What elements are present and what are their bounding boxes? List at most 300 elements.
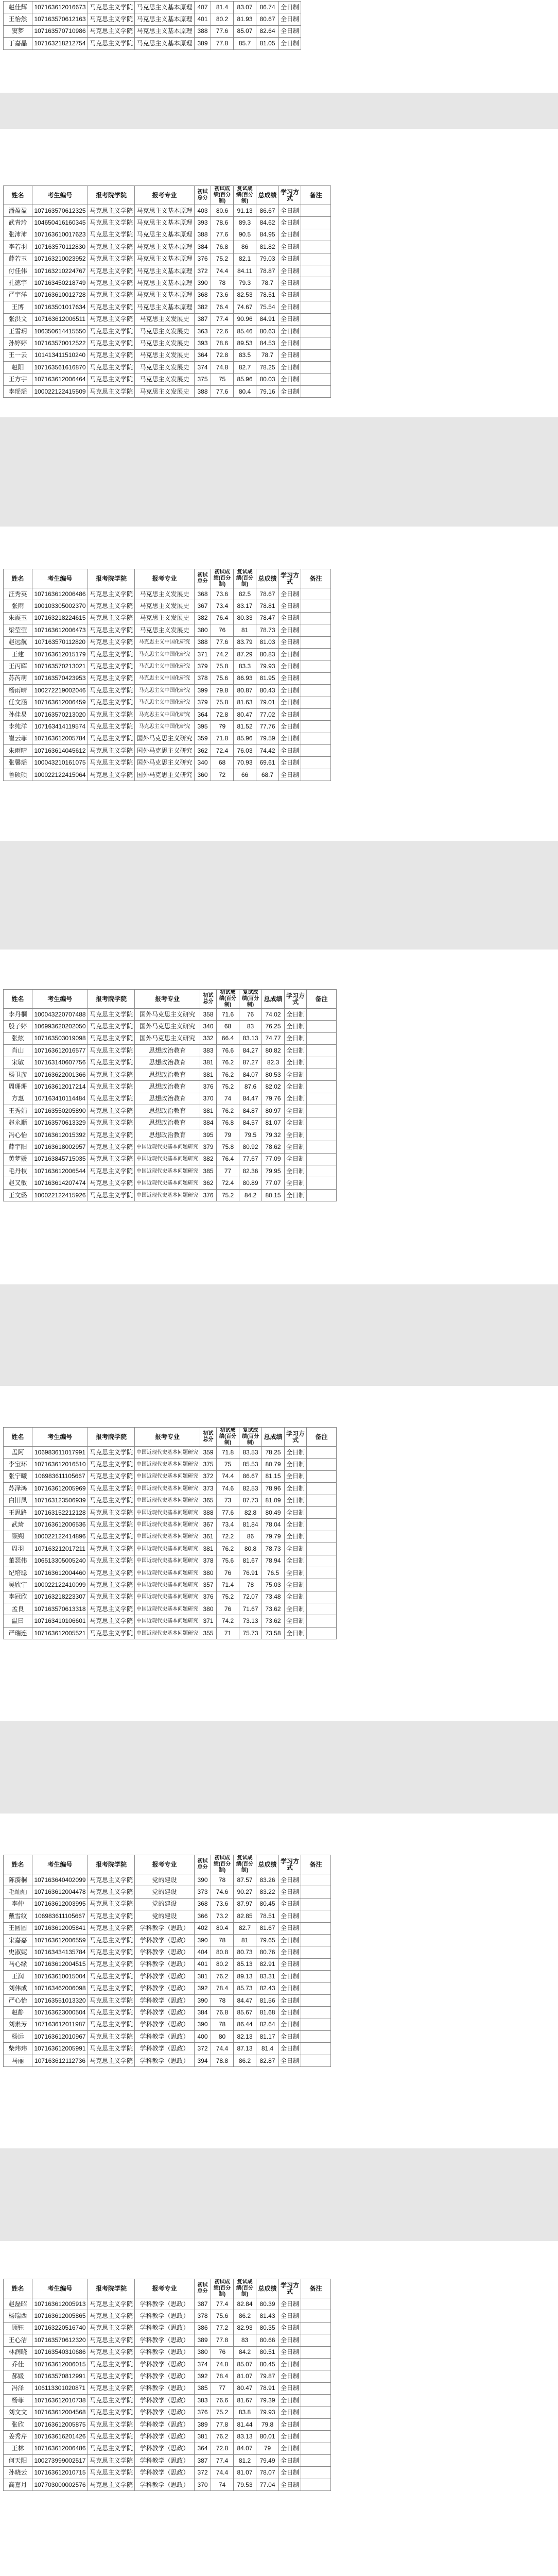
table-cell: 方惠 xyxy=(4,1093,32,1105)
table-cell: 马克思主义学院 xyxy=(88,660,135,672)
table-cell: 107163612005913 xyxy=(32,2298,88,2310)
table-cell: 王文璐 xyxy=(4,1189,32,1201)
table-cell: 马克思主义学院 xyxy=(88,721,135,733)
table-cell: 107163612015392 xyxy=(32,1129,88,1141)
table-cell: 马克思主义学院 xyxy=(88,2310,135,2322)
table-cell: 全日制 xyxy=(279,757,301,769)
table-cell: 81.43 xyxy=(256,2310,279,2322)
column-header: 考生编号 xyxy=(32,186,88,205)
table-cell: 395 xyxy=(195,721,211,733)
table-cell: 390 xyxy=(195,277,211,289)
table-cell xyxy=(301,2431,331,2443)
table-cell: 383 xyxy=(195,2395,211,2406)
table-cell: 76.2 xyxy=(211,2431,234,2443)
table-cell xyxy=(307,1495,337,1506)
table-cell: 84.53 xyxy=(256,337,279,349)
table-cell: 马克思主义发展史 xyxy=(135,624,195,636)
table-row xyxy=(4,2406,331,2418)
table-cell: 79.93 xyxy=(256,660,279,672)
table-cell: 384 xyxy=(200,1117,217,1129)
table-cell: 全日制 xyxy=(285,1447,307,1459)
table-cell: 82.85 xyxy=(234,1910,256,1922)
score-table xyxy=(3,1,301,50)
table-cell: 78.73 xyxy=(256,624,279,636)
column-header: 总成绩 xyxy=(262,1428,285,1447)
table-cell: 83.3 xyxy=(234,660,256,672)
table-cell: 107163218224615 xyxy=(32,612,88,624)
table-cell: 76.8 xyxy=(211,241,234,253)
table-cell: 全日制 xyxy=(285,1603,307,1615)
table-row xyxy=(4,217,331,229)
table-cell: 107163612016577 xyxy=(32,1045,88,1057)
table-cell: 84.47 xyxy=(234,1994,256,2006)
table-cell: 364 xyxy=(195,2443,211,2454)
table-cell: 107163570112820 xyxy=(32,636,88,648)
table-cell xyxy=(301,301,331,313)
table-cell: 全日制 xyxy=(279,2418,301,2430)
table-cell: 75.2 xyxy=(217,1591,239,1603)
table-cell: 全日制 xyxy=(279,2358,301,2370)
table-cell: 学科教学（思政） xyxy=(135,2358,195,2370)
table-cell: 107163612010738 xyxy=(32,2395,88,2406)
table-cell: 党的建设 xyxy=(135,1898,195,1910)
table-cell: 马克思主义学院 xyxy=(88,1603,135,1615)
table-cell: 马克思主义学院 xyxy=(88,374,135,385)
table-cell: 全日制 xyxy=(279,721,301,733)
table-cell: 马克思主义学院 xyxy=(88,1591,135,1603)
table-cell: 马克思主义学院 xyxy=(88,1579,135,1591)
table-cell: 李宝环 xyxy=(4,1459,32,1470)
table-cell: 全日制 xyxy=(279,25,301,37)
table-cell: 郝媛 xyxy=(4,2370,32,2382)
table-cell: 马克思主义学院 xyxy=(88,588,135,600)
table-cell: 403 xyxy=(195,205,211,217)
table-cell: 74.4 xyxy=(211,2467,234,2479)
column-header: 考生编号 xyxy=(32,569,88,588)
table-cell: 368 xyxy=(195,1898,211,1910)
table-cell: 中国近现代史基本问题研究 xyxy=(135,1591,200,1603)
table-cell xyxy=(307,1093,337,1105)
table-cell: 84.87 xyxy=(239,1105,262,1117)
column-header: 初试总分 xyxy=(195,186,211,205)
column-header: 初试总分 xyxy=(195,1855,211,1874)
column-header: 学习方式 xyxy=(279,1855,301,1874)
table-cell: 全日制 xyxy=(285,1555,307,1567)
table-row xyxy=(4,660,331,672)
table-cell: 全日制 xyxy=(285,1470,307,1482)
table-row xyxy=(4,2346,331,2358)
table-cell xyxy=(301,205,331,217)
table-cell: 82.7 xyxy=(234,362,256,374)
table-cell: 401 xyxy=(195,13,211,25)
table-cell: 73.48 xyxy=(262,1591,285,1603)
table-cell: 77 xyxy=(211,2382,234,2394)
table-cell: 76.2 xyxy=(217,1069,239,1080)
table-row xyxy=(4,1910,331,1922)
table-cell: 388 xyxy=(195,636,211,648)
table-cell xyxy=(307,1105,337,1117)
table-cell: 马克思主义学院 xyxy=(88,636,135,648)
table-cell: 80.45 xyxy=(256,1898,279,1910)
table-cell: 372 xyxy=(195,265,211,277)
table-cell: 77.8 xyxy=(211,2334,234,2346)
table-cell: 思想政治教育 xyxy=(135,1081,200,1093)
table-cell: 75.54 xyxy=(256,301,279,313)
column-header: 姓名 xyxy=(4,1428,32,1447)
table-cell: 中国近现代史基本问题研究 xyxy=(135,1531,200,1543)
table-row xyxy=(4,2031,331,2043)
table-cell: 78.51 xyxy=(256,1910,279,1922)
table-row xyxy=(4,1483,337,1495)
table-cell: 362 xyxy=(200,1177,217,1189)
table-cell: 78 xyxy=(211,1994,234,2006)
table-cell: 81.15 xyxy=(262,1470,285,1482)
table-cell: 全日制 xyxy=(279,1910,301,1922)
table-cell: 80.35 xyxy=(256,2322,279,2334)
table-cell: 79 xyxy=(256,2443,279,2454)
column-header: 姓名 xyxy=(4,2279,32,2298)
table-cell: 378 xyxy=(200,1555,217,1567)
table-cell: 79.3 xyxy=(234,277,256,289)
table-cell: 学科教学（思政） xyxy=(135,2055,195,2066)
table-cell xyxy=(301,612,331,624)
table-row xyxy=(4,2395,331,2406)
table-cell: 107163570112830 xyxy=(32,241,88,253)
table-cell: 全日制 xyxy=(279,217,301,229)
column-header: 初试成绩(百分制) xyxy=(211,186,234,205)
column-header: 初试成绩(百分制) xyxy=(217,990,239,1009)
table-cell: 400 xyxy=(195,2031,211,2043)
table-cell: 80.4 xyxy=(211,1922,234,1934)
table-row xyxy=(4,1567,337,1579)
table-cell: 马克思主义学院 xyxy=(88,1069,135,1080)
table-cell: 107163218212754 xyxy=(32,38,88,49)
table-cell: 全日制 xyxy=(279,769,301,781)
table-cell: 107163618002957 xyxy=(32,1141,88,1153)
table-cell: 73.2 xyxy=(211,1910,234,1922)
table-cell: 107163612005865 xyxy=(32,2310,88,2322)
table-cell: 全日制 xyxy=(279,265,301,277)
table-cell: 100043220707488 xyxy=(32,1009,88,1021)
table-cell: 380 xyxy=(195,624,211,636)
table-cell: 80.63 xyxy=(256,325,279,337)
table-cell: 马克思主义学院 xyxy=(88,1982,135,1994)
table-cell: 马克思主义学院 xyxy=(88,1153,135,1165)
table-cell: 吴欣宁 xyxy=(4,1579,32,1591)
table-cell: 81.67 xyxy=(256,1922,279,1934)
table-cell: 83.13 xyxy=(234,2431,256,2443)
table-cell: 马克思主义学院 xyxy=(88,2358,135,2370)
table-row xyxy=(4,2443,331,2454)
table-cell: 72.2 xyxy=(217,1531,239,1543)
table-cell: 全日制 xyxy=(285,1057,307,1069)
table-cell: 马克思主义学院 xyxy=(88,253,135,265)
table-cell: 82.8 xyxy=(239,1506,262,1518)
table-cell: 81.82 xyxy=(256,241,279,253)
table-cell: 90.96 xyxy=(234,313,256,325)
column-header: 报考院学院 xyxy=(88,186,135,205)
table-cell: 马克思主义基本原理 xyxy=(135,217,195,229)
table-cell: 107163551013320 xyxy=(32,1994,88,2006)
table-cell: 74.8 xyxy=(211,2358,234,2370)
table-cell: 85.96 xyxy=(234,374,256,385)
table-cell: 86.93 xyxy=(234,672,256,684)
table-cell xyxy=(301,289,331,301)
table-row xyxy=(4,2479,331,2490)
table-cell: 孙晓云 xyxy=(4,2467,32,2479)
table-cell: 384 xyxy=(195,2007,211,2019)
column-header: 复试成绩(百分制) xyxy=(234,1855,256,1874)
table-cell: 全日制 xyxy=(285,1495,307,1506)
table-cell: 100273999002517 xyxy=(32,2455,88,2467)
table-cell: 77.76 xyxy=(256,721,279,733)
column-header: 初试总分 xyxy=(200,990,217,1009)
table-cell: 79.01 xyxy=(256,697,279,708)
table-cell: 381 xyxy=(200,1057,217,1069)
table-cell xyxy=(307,1069,337,1080)
table-cell xyxy=(307,1189,337,1201)
table-cell: 72 xyxy=(211,769,234,781)
table-cell: 76.4 xyxy=(211,301,234,313)
table-row xyxy=(4,1153,337,1165)
table-cell xyxy=(301,588,331,600)
table-cell: 王博 xyxy=(4,301,32,313)
table-cell xyxy=(301,624,331,636)
table-row xyxy=(4,2,301,13)
table-cell xyxy=(301,757,331,769)
table-cell: 全日制 xyxy=(279,2007,301,2019)
table-cell: 107163218223307 xyxy=(32,1591,88,1603)
table-cell xyxy=(301,708,331,720)
table-cell: 王方宇 xyxy=(4,374,32,385)
table-cell: 78 xyxy=(239,1579,262,1591)
table-cell: 389 xyxy=(195,2334,211,2346)
table-cell: 368 xyxy=(195,588,211,600)
table-cell: 107163622001366 xyxy=(32,1069,88,1080)
table-cell xyxy=(301,1934,331,1946)
table-cell: 74.2 xyxy=(217,1615,239,1627)
table-cell: 79.65 xyxy=(256,1934,279,1946)
table-cell: 84.47 xyxy=(239,1093,262,1105)
table-row xyxy=(4,2055,331,2066)
table-cell: 75.2 xyxy=(211,253,234,265)
table-cell: 全日制 xyxy=(279,1946,301,1958)
table-cell: 80.2 xyxy=(211,1958,234,1970)
table-cell: 83.8 xyxy=(234,2406,256,2418)
table-cell: 梁莹莹 xyxy=(4,624,32,636)
table-cell: 107163612006015 xyxy=(32,2358,88,2370)
table-cell xyxy=(307,1591,337,1603)
table-cell: 89.13 xyxy=(234,1971,256,1982)
table-row xyxy=(4,2007,331,2019)
table-cell: 王圆圆 xyxy=(4,1922,32,1934)
table-cell: 87.29 xyxy=(234,648,256,660)
table-cell: 78.7 xyxy=(256,277,279,289)
table-cell: 全日制 xyxy=(279,2,301,13)
table-cell: 马克思主义学院 xyxy=(88,337,135,349)
table-cell: 白旧凤 xyxy=(4,1495,32,1506)
table-cell: 全日制 xyxy=(285,1579,307,1591)
table-cell: 陈漪桐 xyxy=(4,1874,32,1886)
table-cell: 76.8 xyxy=(211,2007,234,2019)
table-cell: 106350614415550 xyxy=(32,325,88,337)
table-cell: 390 xyxy=(195,2019,211,2030)
column-header: 学习方式 xyxy=(285,990,307,1009)
table-cell: 马克思主义学院 xyxy=(88,1093,135,1105)
table-cell: 全日制 xyxy=(285,1009,307,1021)
table-row xyxy=(4,1069,337,1080)
table-cell: 王思路 xyxy=(4,1506,32,1518)
table-cell: 81.4 xyxy=(211,2,234,13)
table-cell: 87.27 xyxy=(239,1057,262,1069)
table-row xyxy=(4,1922,331,1934)
table-cell: 全日制 xyxy=(279,697,301,708)
table-cell: 76.91 xyxy=(239,1567,262,1579)
table-cell: 中国近现代史基本问题研究 xyxy=(135,1555,200,1567)
table-cell: 80.89 xyxy=(239,1177,262,1189)
table-cell: 107163612004478 xyxy=(32,1886,88,1898)
table-cell: 马克思主义学院 xyxy=(88,1531,135,1543)
table-row xyxy=(4,636,331,648)
table-cell: 中国近现代史基本问题研究 xyxy=(135,1483,200,1495)
table-cell xyxy=(307,1032,337,1044)
table-cell: 马克思主义学院 xyxy=(88,1971,135,1982)
table-cell: 马克思主义学院 xyxy=(88,301,135,313)
table-cell: 76.03 xyxy=(234,745,256,757)
table-cell: 355 xyxy=(200,1627,217,1639)
table-cell: 82.53 xyxy=(239,1483,262,1495)
table-cell: 78.81 xyxy=(256,600,279,612)
table-cell: 张雨 xyxy=(4,600,32,612)
table-cell: 107163612005991 xyxy=(32,2043,88,2055)
table-cell: 78.25 xyxy=(262,1447,285,1459)
table-cell: 全日制 xyxy=(279,2310,301,2322)
table-cell: 严瑞连 xyxy=(4,1627,32,1639)
table-cell: 马克思主义学院 xyxy=(88,2479,135,2490)
table-cell: 83.31 xyxy=(256,1971,279,1982)
table-cell: 390 xyxy=(195,1874,211,1886)
table-cell: 71.8 xyxy=(211,733,234,744)
table-cell: 76.2 xyxy=(217,1105,239,1117)
table-cell: 李仲 xyxy=(4,1898,32,1910)
table-row xyxy=(4,2382,331,2394)
table-cell: 马克思主义学院 xyxy=(88,2455,135,2467)
table-row xyxy=(4,277,331,289)
table-cell: 83.26 xyxy=(256,1874,279,1886)
table-cell: 81.05 xyxy=(256,38,279,49)
table-cell: 学科教学（思政） xyxy=(135,2479,195,2490)
table-cell: 王润 xyxy=(4,1971,32,1982)
table-cell: 中国近现代史基本问题研究 xyxy=(135,1495,200,1506)
table-cell: 马克思主义学院 xyxy=(88,1057,135,1069)
table-cell: 82.91 xyxy=(256,1958,279,1970)
column-header: 备注 xyxy=(301,2279,331,2298)
table-cell: 387 xyxy=(195,2298,211,2310)
table-cell: 376 xyxy=(200,1189,217,1201)
table-cell: 马克思主义发展史 xyxy=(135,349,195,361)
table-cell xyxy=(301,1886,331,1898)
table-cell: 74.2 xyxy=(211,648,234,660)
table-cell: 74 xyxy=(211,2479,234,2490)
table-cell: 毛丹枝 xyxy=(4,1165,32,1177)
table-cell: 378 xyxy=(195,2310,211,2322)
table-cell: 76.2 xyxy=(217,1057,239,1069)
table-cell: 赵磊昭 xyxy=(4,2298,32,2310)
table-cell: 马克思主义学院 xyxy=(88,769,135,781)
table-cell: 85.07 xyxy=(234,2358,256,2370)
table-row xyxy=(4,2370,331,2382)
table-cell: 106993620202050 xyxy=(32,1021,88,1032)
table-cell: 80 xyxy=(211,2031,234,2043)
table-cell: 107163570213021 xyxy=(32,660,88,672)
table-cell: 75.8 xyxy=(211,660,234,672)
column-header: 备注 xyxy=(301,186,331,205)
table-cell: 刘伟成 xyxy=(4,1982,32,1994)
table-cell: 王林 xyxy=(4,2443,32,2454)
table-cell: 马克思主义学院 xyxy=(88,1032,135,1044)
column-header: 学习方式 xyxy=(279,569,301,588)
table-cell: 78.94 xyxy=(262,1555,285,1567)
table-cell: 107163152212128 xyxy=(32,1506,88,1518)
table-cell: 全日制 xyxy=(279,2431,301,2443)
table-cell: 马克思主义中国化研究 xyxy=(135,721,195,733)
table-cell: 武琦 xyxy=(4,1519,32,1531)
table-cell: 78 xyxy=(211,1934,234,1946)
column-header: 报考专业 xyxy=(135,1855,195,1874)
table-cell: 林润晓 xyxy=(4,2346,32,2358)
table-row xyxy=(4,2334,331,2346)
table-cell: 学科教学（思政） xyxy=(135,2031,195,2043)
table-cell: 82.64 xyxy=(256,2019,279,2030)
table-cell: 71.8 xyxy=(217,1447,239,1459)
table-cell: 全日制 xyxy=(279,2298,301,2310)
table-header-row xyxy=(4,990,337,1009)
table-row xyxy=(4,1531,337,1543)
table-cell: 82.64 xyxy=(256,25,279,37)
column-header: 总成绩 xyxy=(262,990,285,1009)
table-cell: 马克思主义发展史 xyxy=(135,374,195,385)
table-cell: 80.47 xyxy=(234,2382,256,2394)
table-cell: 全日制 xyxy=(279,2467,301,2479)
table-cell: 学科教学（思政） xyxy=(135,1982,195,1994)
table-cell: 84.07 xyxy=(239,1069,262,1080)
table-cell: 学科教学（思政） xyxy=(135,2418,195,2430)
table-cell: 107163434135784 xyxy=(32,1946,88,1958)
table-cell: 81.2 xyxy=(234,2455,256,2467)
table-cell: 姜秀芹 xyxy=(4,2431,32,2443)
table-cell: 107163612004568 xyxy=(32,2406,88,2418)
table-cell: 马克思主义学院 xyxy=(88,697,135,708)
table-cell: 马克思主义学院 xyxy=(88,1117,135,1129)
table-cell: 107163612006511 xyxy=(32,313,88,325)
table-cell: 杨远 xyxy=(4,2031,32,2043)
table-cell: 78.07 xyxy=(256,2467,279,2479)
table-cell: 中国近现代史基本问题研究 xyxy=(135,1603,200,1615)
table-row xyxy=(4,1141,337,1153)
table-cell: 79.79 xyxy=(262,1531,285,1543)
table-cell: 367 xyxy=(200,1519,217,1531)
table-cell: 马克思主义学院 xyxy=(88,2007,135,2019)
table-cell: 370 xyxy=(195,2479,211,2490)
table-row xyxy=(4,1506,337,1518)
table-cell: 任文涵 xyxy=(4,697,32,708)
table-cell: 全日制 xyxy=(285,1141,307,1153)
table-cell: 77.09 xyxy=(262,1153,285,1165)
table-cell xyxy=(301,2479,331,2490)
table-cell: 372 xyxy=(200,1470,217,1482)
table-cell xyxy=(301,721,331,733)
column-header: 考生编号 xyxy=(32,990,88,1009)
